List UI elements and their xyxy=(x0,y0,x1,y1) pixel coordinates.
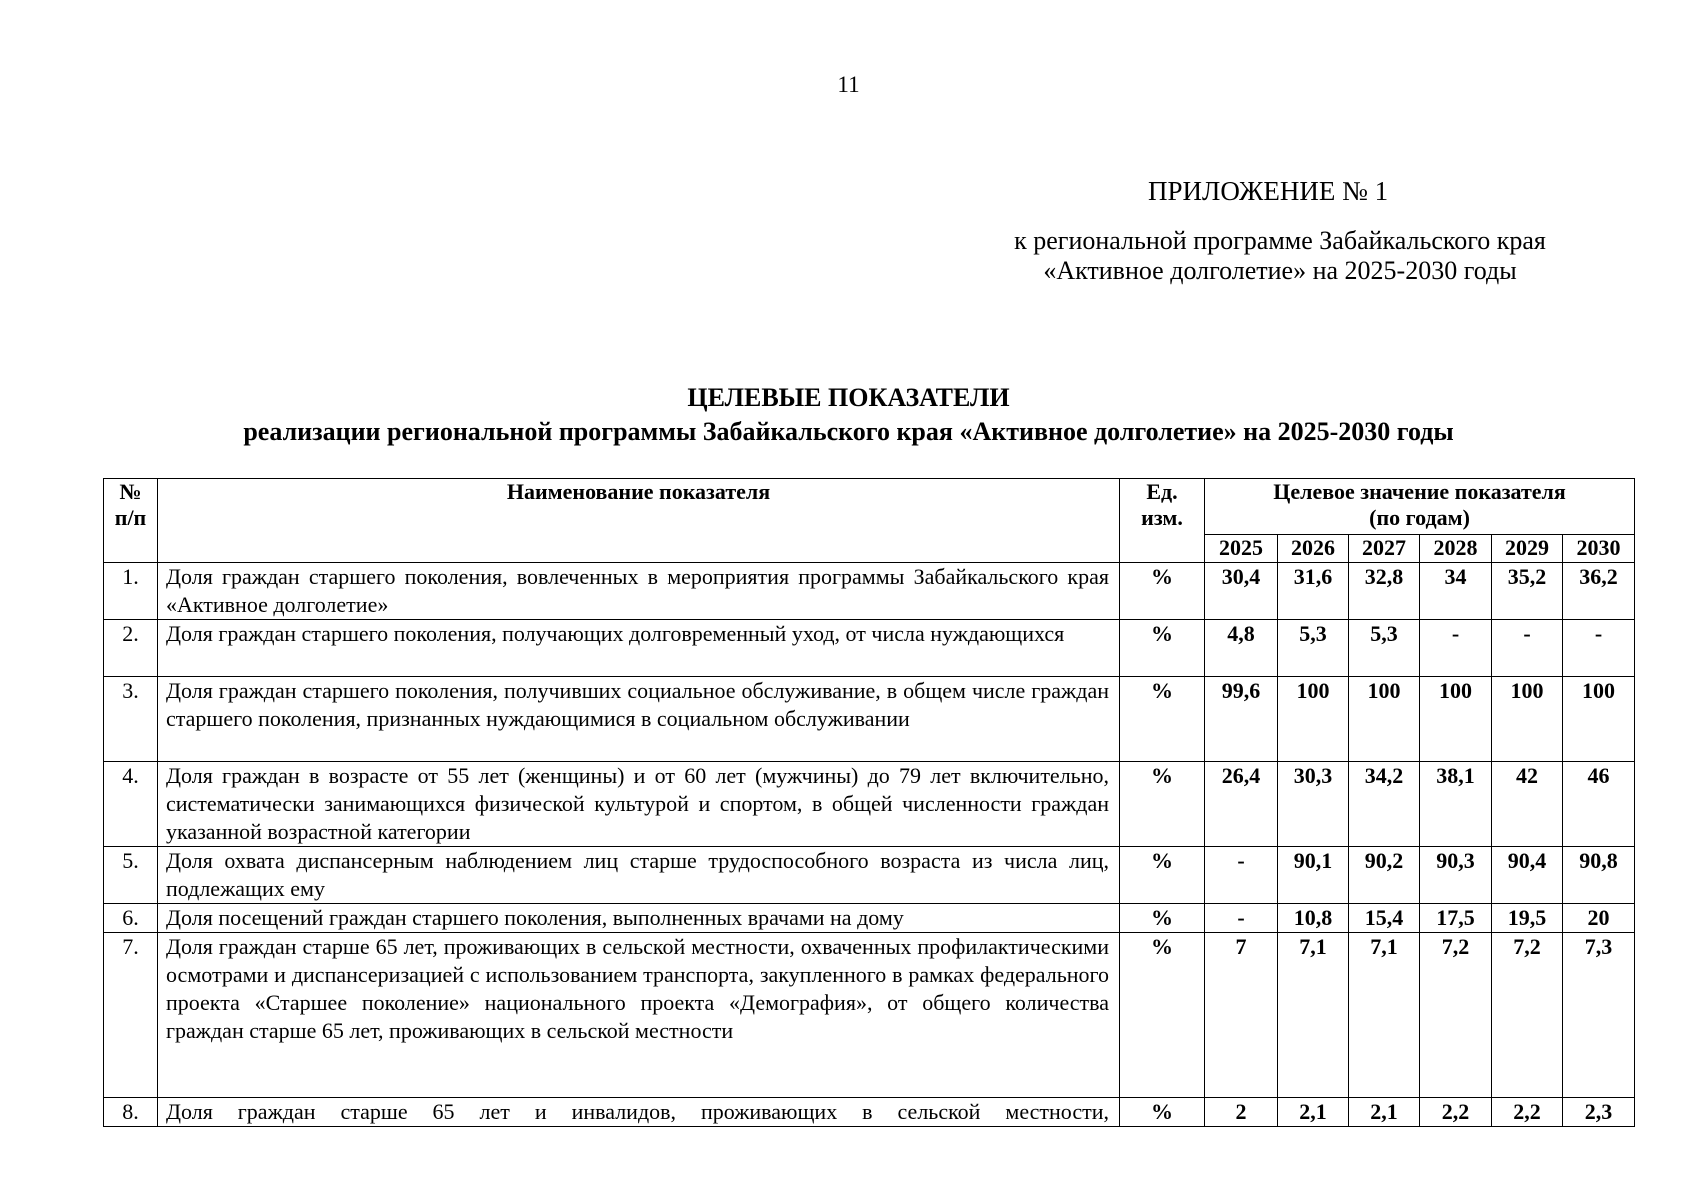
indicator-name: Доля граждан старшего поколения, получающих долговременный уход, от числа нуждающихся xyxy=(158,620,1120,677)
value-cell: 7,2 xyxy=(1420,933,1492,1098)
document-subtitle: реализации региональной программы Забайкальского края «Активное долголетие» на 2025-2030 годы xyxy=(243,417,1454,446)
indicator-name: Доля граждан старшего поколения, получивших социальное обслуживание, в общем числе граждан старшего поколения, признанных нуждающимися в социальном обслуживании xyxy=(158,677,1120,762)
value-cell: 90,2 xyxy=(1349,847,1420,904)
value-cell: - xyxy=(1492,620,1563,677)
header-number xyxy=(104,479,158,563)
document-title: ЦЕЛЕВЫЕ ПОКАЗАТЕЛИ xyxy=(687,383,1010,412)
value-cell: 34,2 xyxy=(1349,762,1420,847)
value-cell: 100 xyxy=(1278,677,1349,762)
row-number: 3. xyxy=(104,677,158,762)
value-cell: 90,3 xyxy=(1420,847,1492,904)
table-row xyxy=(104,563,1635,620)
header-target-line1: Целевое значение показателя xyxy=(1273,479,1566,504)
value-cell: 2,2 xyxy=(1420,1098,1492,1127)
header-number-line1: № xyxy=(119,479,142,504)
value-cell: 20 xyxy=(1563,904,1635,933)
table-row xyxy=(104,677,1635,762)
header-target xyxy=(1205,479,1635,535)
header-unit-line1: Ед. xyxy=(1146,479,1178,504)
appendix-title: ПРИЛОЖЕНИЕ № 1 xyxy=(1148,176,1389,206)
value-cell: 90,1 xyxy=(1278,847,1349,904)
value-cell: 30,4 xyxy=(1205,563,1278,620)
table-row xyxy=(104,762,1635,847)
indicators-table xyxy=(103,478,1635,1127)
unit-cell: % xyxy=(1120,933,1205,1098)
appendix-subtitle-line1: к региональной программе Забайкальского края xyxy=(1014,226,1546,255)
row-number: 4. xyxy=(104,762,158,847)
value-cell: 17,5 xyxy=(1420,904,1492,933)
table-row xyxy=(104,847,1635,904)
indicator-name: Доля граждан в возрасте от 55 лет (женщины) и от 60 лет (мужчины) до 79 лет включительно, систематически занимающихся физической культурой и спортом, в общей численности граждан указанной возрастной категории xyxy=(158,762,1120,847)
appendix-subtitle xyxy=(970,226,1590,286)
value-cell: 90,4 xyxy=(1492,847,1563,904)
value-cell: 30,3 xyxy=(1278,762,1349,847)
value-cell: 90,8 xyxy=(1563,847,1635,904)
table-row xyxy=(104,620,1635,677)
value-cell: 7,1 xyxy=(1278,933,1349,1098)
value-cell: 46 xyxy=(1563,762,1635,847)
header-year: 2027 xyxy=(1349,535,1420,563)
value-cell: 7 xyxy=(1205,933,1278,1098)
value-cell: 7,3 xyxy=(1563,933,1635,1098)
header-target-line2: (по годам) xyxy=(1369,505,1470,530)
row-number: 6. xyxy=(104,904,158,933)
indicator-name: Доля граждан старше 65 лет и инвалидов, проживающих в сельской местности, xyxy=(158,1098,1120,1127)
indicator-name: Доля граждан старше 65 лет, проживающих в сельской местности, охваченных профилактическими осмотрами и диспансеризацией с использованием транспорта, закупленного в рамках федерального проекта «Старшее поколение» национального проекта «Демография», от общего количества граждан старше 65 лет, проживающих в сельской местности xyxy=(158,933,1120,1098)
value-cell: 32,8 xyxy=(1349,563,1420,620)
value-cell: - xyxy=(1563,620,1635,677)
value-cell: 100 xyxy=(1492,677,1563,762)
row-number: 5. xyxy=(104,847,158,904)
unit-cell: % xyxy=(1120,847,1205,904)
value-cell: 7,1 xyxy=(1349,933,1420,1098)
value-cell: 4,8 xyxy=(1205,620,1278,677)
unit-cell: % xyxy=(1120,620,1205,677)
header-name: Наименование показателя xyxy=(158,479,1120,563)
indicator-name: Доля охвата диспансерным наблюдением лиц старше трудоспособного возраста из числа лиц, подлежащих ему xyxy=(158,847,1120,904)
unit-cell: % xyxy=(1120,563,1205,620)
value-cell: 2,2 xyxy=(1492,1098,1563,1127)
value-cell: 35,2 xyxy=(1492,563,1563,620)
header-number-line2: п/п xyxy=(114,505,147,530)
header-year: 2026 xyxy=(1278,535,1349,563)
header-unit xyxy=(1120,479,1205,563)
row-number: 8. xyxy=(104,1098,158,1127)
table-row xyxy=(104,904,1635,933)
row-number: 7. xyxy=(104,933,158,1098)
unit-cell: % xyxy=(1120,1098,1205,1127)
value-cell: 36,2 xyxy=(1563,563,1635,620)
value-cell: - xyxy=(1420,620,1492,677)
header-year: 2030 xyxy=(1563,535,1635,563)
value-cell: 100 xyxy=(1349,677,1420,762)
value-cell: 34 xyxy=(1420,563,1492,620)
value-cell: 10,8 xyxy=(1278,904,1349,933)
header-unit-line2: изм. xyxy=(1141,505,1183,530)
indicator-name: Доля посещений граждан старшего поколения, выполненных врачами на дому xyxy=(158,904,1120,933)
value-cell: - xyxy=(1205,904,1278,933)
appendix-subtitle-line2: «Активное долголетие» на 2025-2030 годы xyxy=(1043,256,1517,285)
value-cell: 100 xyxy=(1563,677,1635,762)
row-number: 2. xyxy=(104,620,158,677)
row-number: 1. xyxy=(104,563,158,620)
indicator-name: Доля граждан старшего поколения, вовлеченных в мероприятия программы Забайкальского края «Активное долголетие» xyxy=(158,563,1120,620)
value-cell: 15,4 xyxy=(1349,904,1420,933)
value-cell: 19,5 xyxy=(1492,904,1563,933)
value-cell: 42 xyxy=(1492,762,1563,847)
unit-cell: % xyxy=(1120,677,1205,762)
value-cell: 2 xyxy=(1205,1098,1278,1127)
value-cell: 2,1 xyxy=(1278,1098,1349,1127)
value-cell: 5,3 xyxy=(1278,620,1349,677)
value-cell: 7,2 xyxy=(1492,933,1563,1098)
value-cell: 2,1 xyxy=(1349,1098,1420,1127)
value-cell: - xyxy=(1205,847,1278,904)
table-row xyxy=(104,933,1635,1098)
unit-cell: % xyxy=(1120,904,1205,933)
value-cell: 26,4 xyxy=(1205,762,1278,847)
header-year: 2025 xyxy=(1205,535,1278,563)
table-row xyxy=(104,1098,1635,1127)
unit-cell: % xyxy=(1120,762,1205,847)
page-number: 11 xyxy=(837,72,860,97)
value-cell: 31,6 xyxy=(1278,563,1349,620)
value-cell: 38,1 xyxy=(1420,762,1492,847)
header-year: 2029 xyxy=(1492,535,1563,563)
value-cell: 99,6 xyxy=(1205,677,1278,762)
header-year: 2028 xyxy=(1420,535,1492,563)
value-cell: 100 xyxy=(1420,677,1492,762)
value-cell: 5,3 xyxy=(1349,620,1420,677)
value-cell: 2,3 xyxy=(1563,1098,1635,1127)
